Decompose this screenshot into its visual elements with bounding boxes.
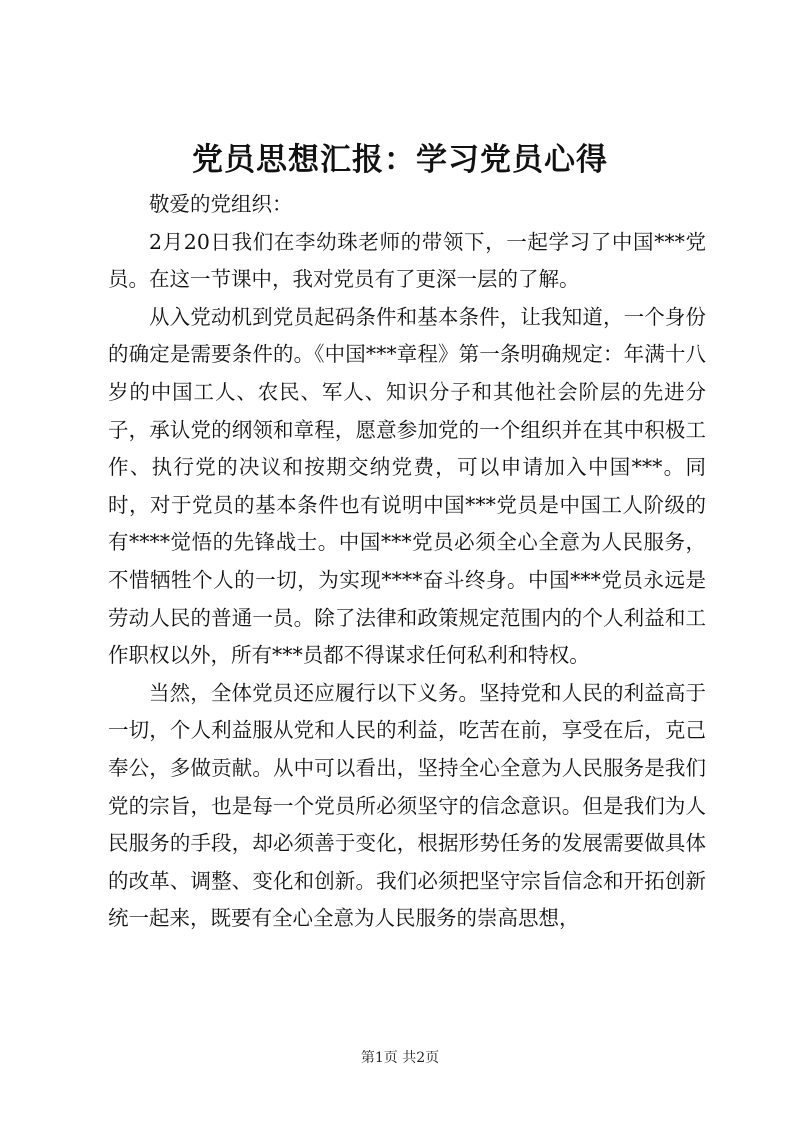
page-number: 第1页 (360, 1050, 398, 1066)
document-title: 党员思想汇报：学习党员心得 (192, 142, 608, 178)
paragraph-3: 当然，全体党员还应履行以下义务。坚持党和人民的利益高于一切，个人利益服从党和人民的利益，吃苦在前，享受在后，克己奉公，多做贡献。从中可以看出，坚持全心全意为人民服务是我们党的宗旨，也是每一个党员所必须坚守的信念意识。但是我们为人民服务的手段，却必须善于变化，根据形势任务的发展需要做具体的改革、调整、变化和创新。我们必须把坚守宗旨信念和开拓创新统一起来，既要有全心全意为人民服务的崇高思想， (108, 680, 706, 931)
paragraph-2: 从入党动机到党员起码条件和基本条件，让我知道，一个身份的确定是需要条件的。《中国***章程》第一条明确规定：年满十八岁的中国工人、农民、军人、知识分子和其他社会阶层的先进分子，承认党的纲领和章程，愿意参加党的一个组织并在其中积极工作、执行党的决议和按期交纳党费，可以申请加入中国***。同时，对于党员的基本条件也有说明中国***党员是中国工人阶级的有****觉悟的先锋战士。中国***党员必须全心全意为人民服务，不惜牺牲个人的一切，为实现****奋斗终身。中国***党员永远是劳动人民的普通一员。除了法律和政策规定范围内的个人利益和工作职权以外，所有***员都不得谋求任何私利和特权。 (108, 304, 706, 668)
document-body (108, 186, 706, 938)
page-footer (0, 1048, 800, 1068)
paragraph-1: 2月20日我们在李幼珠老师的带领下，一起学习了中国***党员。在这一节课中，我对党员有了更深一层的了解。 (108, 229, 706, 292)
page-total: 共2页 (402, 1050, 440, 1066)
salutation: 敬爱的党组织： (149, 192, 293, 216)
